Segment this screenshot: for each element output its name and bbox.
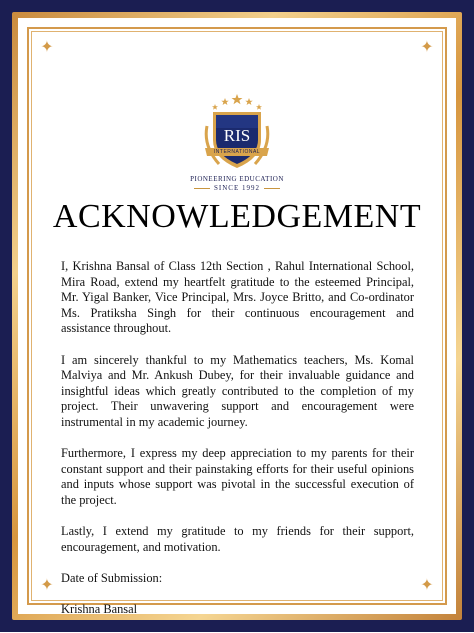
star-icon bbox=[212, 94, 262, 110]
logo-ribbon-text: INTERNATIONAL bbox=[213, 149, 261, 155]
since-text: SINCE 1992 bbox=[214, 184, 260, 192]
corner-star-icon: ✦ bbox=[420, 575, 434, 594]
corner-star-icon: ✦ bbox=[40, 37, 54, 56]
logo-since bbox=[167, 184, 307, 192]
corner-star-icon: ✦ bbox=[420, 37, 434, 56]
page-title: ACKNOWLEDGEMENT bbox=[52, 198, 422, 235]
corner-star-icon: ✦ bbox=[40, 575, 54, 594]
acknowledgement-body bbox=[61, 259, 414, 633]
divider bbox=[264, 188, 280, 189]
paragraph: Lastly, I extend my gratitude to my friends for their support, encouragement, and motivation. bbox=[61, 524, 414, 554]
paragraph: I, Krishna Bansal of Class 12th Section , Rahul International School, Mira Road, extend my heartfelt gratitude to the esteemed Principal, Mr. Yigal Banker, Vice Principal, Mrs. Joyce Britto, and Co-ordinator Ms. Pratiksha Singh for their continuous encouragement and assistance throughout. bbox=[61, 259, 414, 336]
paragraph: I am sincerely thankful to my Mathematics teachers, Ms. Komal Malviya and Mr. Ankush Dubey, for their invaluable guidance and insightful ideas which greatly contributed to the completion of my project. Their unwavering support and encouragement were instrumental in my academic journey. bbox=[61, 352, 414, 429]
logo-initials: RIS bbox=[223, 126, 251, 145]
logo-tagline: PIONEERING EDUCATION bbox=[190, 175, 284, 183]
divider bbox=[194, 188, 210, 189]
submission-date-label: Date of Submission: bbox=[61, 570, 163, 585]
paragraph: Furthermore, I express my deep appreciation to my parents for their constant support and their painstaking efforts for their useful opinions and inputs whose support was pivotal in the successful execution of the project. bbox=[61, 446, 414, 507]
signature-name: Krishna Bansal bbox=[61, 602, 138, 617]
